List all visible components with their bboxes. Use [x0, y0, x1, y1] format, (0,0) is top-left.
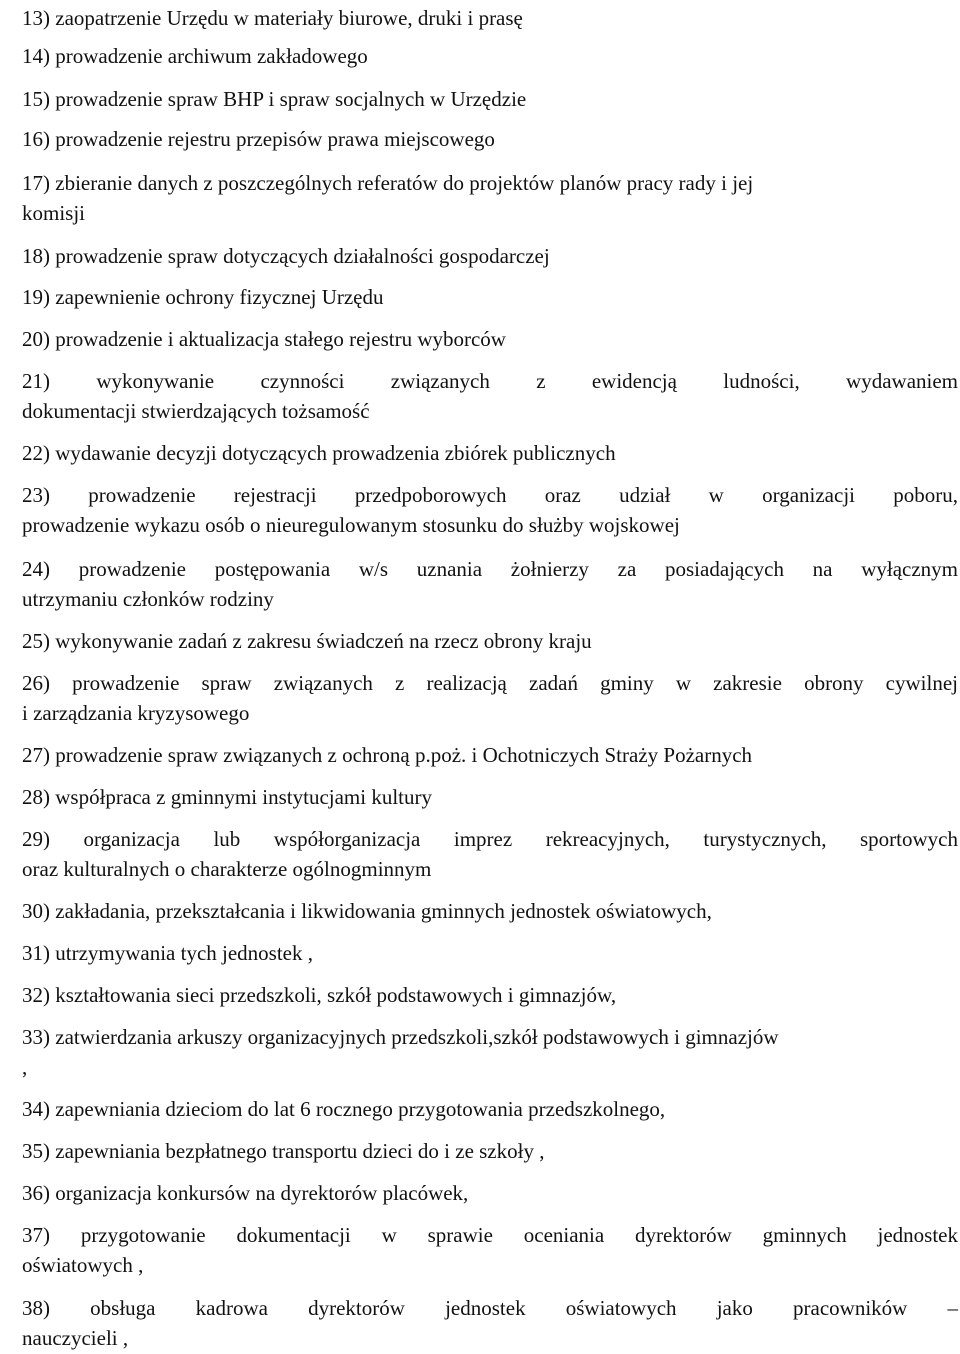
- list-item-line: nauczycieli ,: [22, 1326, 129, 1350]
- list-item: [22, 1220, 958, 1280]
- list-item: [22, 824, 958, 884]
- list-item-line: prowadzenie wykazu osób o nieuregulowanym stosunku do służby wojskowej: [22, 513, 680, 537]
- list-item-line: oraz kulturalnych o charakterze ogólnogminnym: [22, 857, 432, 881]
- list-item-line: 16) prowadzenie rejestru przepisów prawa miejscowego: [22, 127, 495, 151]
- list-item-line: 31) utrzymywania tych jednostek ,: [22, 941, 314, 965]
- list-item-line: 27) prowadzenie spraw związanych z ochroną p.poż. i Ochotniczych Straży Pożarnych: [22, 743, 753, 767]
- list-item: [22, 896, 958, 926]
- list-item: [22, 938, 958, 968]
- list-item-line: 36) organizacja konkursów na dyrektorów placówek,: [22, 1181, 469, 1205]
- list-item: [22, 1293, 958, 1353]
- list-item-line: 13) zaopatrzenie Urzędu w materiały biurowe, druki i prasę: [22, 6, 523, 30]
- list-item-line: 14) prowadzenie archiwum zakładowego: [22, 44, 368, 68]
- list-item-line: 30) zakładania, przekształcania i likwidowania gminnych jednostek oświatowych,: [22, 899, 712, 923]
- list-item: [22, 366, 958, 426]
- list-item-line: 34) zapewniania dzieciom do lat 6 rocznego przygotowania przedszkolnego,: [22, 1097, 666, 1121]
- list-item-line: komisji: [22, 201, 86, 225]
- list-item: [22, 626, 958, 656]
- list-item-line: 35) zapewniania bezpłatnego transportu dzieci do i ze szkoły ,: [22, 1139, 545, 1163]
- list-item-line: oświatowych ,: [22, 1253, 144, 1277]
- list-item: [22, 480, 958, 540]
- list-item: [22, 324, 958, 354]
- list-item-line: 33) zatwierdzania arkuszy organizacyjnych przedszkoli,szkół podstawowych i gimnazjów: [22, 1025, 779, 1049]
- list-item: [22, 668, 958, 728]
- list-item-line: 25) wykonywanie zadań z zakresu świadczeń na rzecz obrony kraju: [22, 629, 592, 653]
- list-item-line: 19) zapewnienie ochrony fizycznej Urzędu: [22, 285, 384, 309]
- list-item-line: 38) obsługa kadrowa dyrektorów jednostek oświatowych jako pracowników –: [22, 1296, 958, 1320]
- list-item: [22, 980, 958, 1010]
- list-item-line: 32) kształtowania sieci przedszkoli, szkół podstawowych i gimnazjów,: [22, 983, 617, 1007]
- list-item: [22, 1094, 958, 1124]
- list-item-line: 28) współpraca z gminnymi instytucjami kultury: [22, 785, 433, 809]
- list-item-line: 15) prowadzenie spraw BHP i spraw socjalnych w Urzędzie: [22, 87, 527, 111]
- list-item: [22, 168, 958, 228]
- list-item-line: 26) prowadzenie spraw związanych z realizacją zadań gminy w zakresie obrony cywilnej: [22, 671, 958, 695]
- list-item: [22, 241, 958, 271]
- list-item-line: 24) prowadzenie postępowania w/s uznania żołnierzy za posiadających na wyłącznym: [22, 557, 958, 581]
- list-item-line: 17) zbieranie danych z poszczególnych referatów do projektów planów pracy rady i jej: [22, 171, 754, 195]
- list-item-line: 23) prowadzenie rejestracji przedpoborowych oraz udział w organizacji poboru,: [22, 483, 958, 507]
- list-item-line: i zarządzania kryzysowego: [22, 701, 250, 725]
- list-item-line: dokumentacji stwierdzających tożsamość: [22, 399, 370, 423]
- list-item-line: 29) organizacja lub współorganizacja imprez rekreacyjnych, turystycznych, sportowych: [22, 827, 958, 851]
- list-item: [22, 740, 958, 770]
- list-item-line: 37) przygotowanie dokumentacji w sprawie oceniania dyrektorów gminnych jednostek: [22, 1223, 958, 1247]
- list-item: [22, 554, 958, 614]
- list-item-line: utrzymaniu członków rodziny: [22, 587, 274, 611]
- list-item: [22, 1022, 958, 1082]
- list-item-line: 22) wydawanie decyzji dotyczących prowadzenia zbiórek publicznych: [22, 441, 616, 465]
- list-item: [22, 1136, 958, 1166]
- list-item: [22, 782, 958, 812]
- list-item: [22, 3, 958, 33]
- list-item-line: 21) wykonywanie czynności związanych z ewidencją ludności, wydawaniem: [22, 369, 958, 393]
- list-item: [22, 124, 958, 154]
- list-item: [22, 1178, 958, 1208]
- list-item: [22, 41, 958, 71]
- list-item-line: 20) prowadzenie i aktualizacja stałego rejestru wyborców: [22, 327, 506, 351]
- list-item: [22, 438, 958, 468]
- list-item: [22, 282, 958, 312]
- list-item: [22, 84, 958, 114]
- list-item-line: 18) prowadzenie spraw dotyczących działalności gospodarczej: [22, 244, 550, 268]
- list-item-line: ,: [22, 1055, 28, 1079]
